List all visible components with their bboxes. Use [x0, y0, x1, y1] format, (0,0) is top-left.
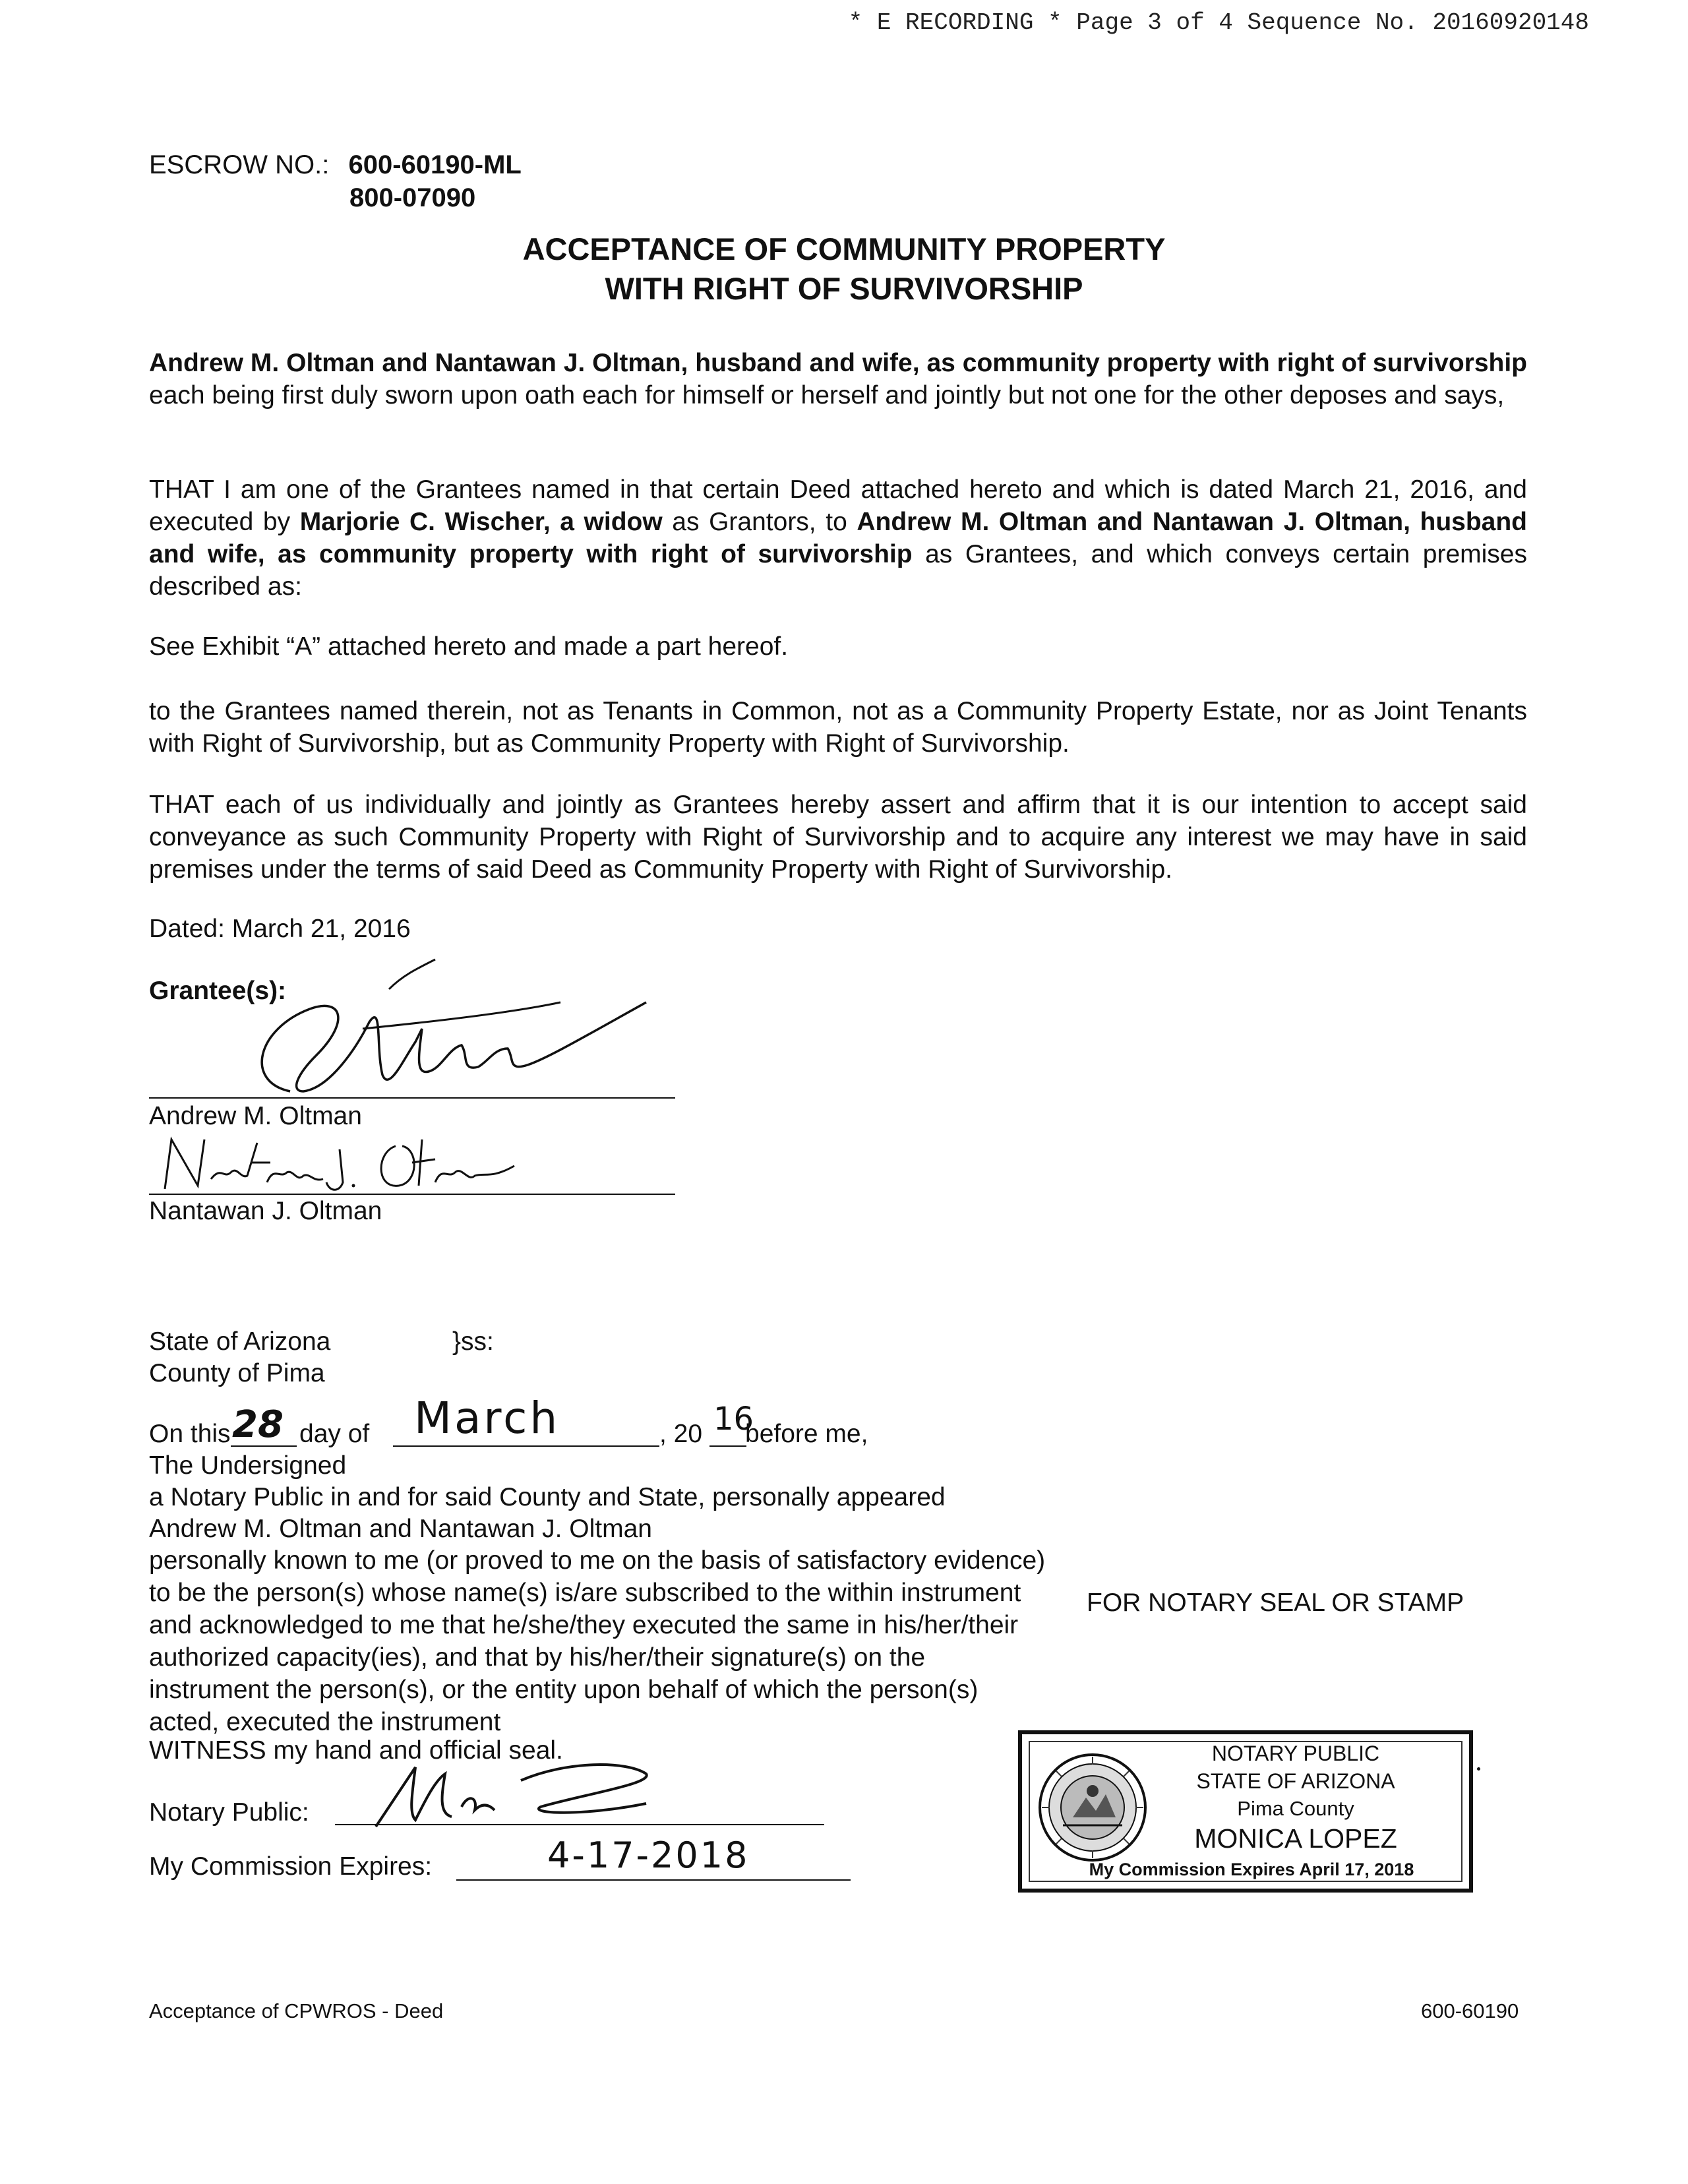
- notary-county: County of Pima: [149, 1359, 325, 1387]
- paragraph-deed: [149, 473, 1527, 603]
- deed-text-c: as Grantees, and which conveys certain premises described as:: [149, 540, 1527, 601]
- stamp-line-5: My Commission Expires April 17, 2018: [1089, 1860, 1414, 1879]
- notary-body-2: personally known to me (or proved to me on the basis of satisfactory evidence) to be the person(s) whose name(s) is/are subscribed to the within instrument and acknowledged to me that he/she/they executed the same in his/her/their authorized capacity(ies), and that by his/her/their signature(s) on the instrument the person(s), or the entity upon behalf of which the person(s) acted, executed the instrument: [149, 1546, 1046, 1736]
- paragraph-oath: [149, 347, 1527, 411]
- stamp-line-1: NOTARY PUBLIC: [1211, 1742, 1380, 1765]
- stamp-mark-dot: [1477, 1767, 1480, 1771]
- deed-text-b: as Grantors, to: [662, 508, 857, 536]
- stamp-line-3: Pima County: [1237, 1797, 1354, 1820]
- year-line: [709, 1445, 746, 1447]
- on-this-label: On this: [149, 1420, 231, 1448]
- notary-day-handwritten: 28: [232, 1403, 284, 1446]
- arizona-state-seal-icon: [1037, 1751, 1149, 1864]
- commission-expires-handwritten: 4-17-2018: [547, 1835, 750, 1876]
- deed-text-a: THAT I am one of the Grantees named in that certain Deed attached hereto and which is dated March 21, 2016, and executed by: [149, 475, 1527, 536]
- dated-line: Dated: March 21, 2016: [149, 915, 411, 943]
- document-title-line-2: WITH RIGHT OF SURVIVORSHIP: [605, 271, 1083, 306]
- grantor-name: Marjorie C. Wischer, a widow: [299, 508, 663, 536]
- footer-left: Acceptance of CPWROS - Deed: [149, 1999, 444, 2022]
- paragraph-tenancy: to the Grantees named therein, not as Tenants in Common, not as a Community Property Estate, nor as Joint Tenants with Right of Survivorship, but as Community Property with Right of Survivorship.: [149, 697, 1527, 758]
- notary-stamp-text: [1154, 1740, 1437, 1854]
- notary-seal-caption: FOR NOTARY SEAL OR STAMP: [1087, 1589, 1464, 1617]
- signature-notary: [369, 1754, 659, 1833]
- notary-stamp: [1018, 1730, 1473, 1893]
- notary-undersigned: The Undersigned: [149, 1451, 347, 1480]
- grantee-name-1: Andrew M. Oltman: [149, 1102, 362, 1130]
- recording-header: * E RECORDING * Page 3 of 4 Sequence No. 20160920148: [848, 9, 1589, 36]
- stamp-line-4: MONICA LOPEZ: [1194, 1823, 1397, 1854]
- document-title-line-1: ACCEPTANCE OF COMMUNITY PROPERTY: [522, 231, 1166, 266]
- notary-month-handwritten: March: [414, 1393, 560, 1443]
- signature-line-1: [149, 1097, 675, 1099]
- grantees-bold-intro: Andrew M. Oltman and Nantawan J. Oltman, husband and wife, as community property with right of survivorship: [149, 349, 1527, 377]
- year-prefix: , 20: [659, 1420, 703, 1448]
- notary-signature-line: [335, 1824, 824, 1825]
- escrow-label: ESCROW NO.:: [149, 150, 330, 179]
- notary-state: State of Arizona: [149, 1327, 331, 1356]
- month-line: [393, 1445, 659, 1447]
- stamp-line-2: STATE OF ARIZONA: [1196, 1769, 1395, 1793]
- paragraph-exhibit: See Exhibit “A” attached hereto and made a part hereof.: [149, 632, 789, 661]
- day-of-label: day of: [299, 1420, 370, 1448]
- signature-andrew-oltman: [218, 950, 679, 1101]
- notary-body-1: a Notary Public in and for said County and State, personally appeared: [149, 1483, 946, 1511]
- grantees-heading: Grantee(s):: [149, 977, 287, 1005]
- grantees-name: Andrew M. Oltman and Nantawan J. Oltman, husband and wife, as community property with right of survivorship: [149, 508, 1527, 568]
- escrow-number-1: 600-60190-ML: [348, 150, 522, 179]
- escrow-row-1: [149, 150, 522, 180]
- commission-expires-label: My Commission Expires:: [149, 1852, 433, 1881]
- notary-year-handwritten: 16: [713, 1401, 754, 1438]
- before-me-label: before me,: [745, 1420, 868, 1448]
- notary-appeared-names: Andrew M. Oltman and Nantawan J. Oltman: [149, 1515, 652, 1543]
- footer-right: 600-60190: [1421, 1999, 1519, 2022]
- paragraph-affirmation: THAT each of us individually and jointly as Grantees hereby assert and affirm that it is our intention to accept said conveyance as such Community Property with Right of Survivorship and to acquire any interest we may have in said premises under the terms of said Deed as Community Property with Right of Survivorship.: [149, 791, 1527, 884]
- commission-expires-line: [456, 1879, 851, 1881]
- signature-nantawan-oltman: [158, 1126, 528, 1199]
- day-line: [231, 1445, 297, 1447]
- notary-public-label: Notary Public:: [149, 1798, 309, 1827]
- oath-text: each being first duly sworn upon oath each for himself or herself and jointly but not one for the other deposes and says,: [149, 381, 1505, 410]
- notary-ss: }ss:: [452, 1327, 494, 1356]
- escrow-number-2: 800-07090: [349, 183, 476, 212]
- notary-witness: WITNESS my hand and official seal.: [149, 1736, 563, 1765]
- grantee-name-2: Nantawan J. Oltman: [149, 1197, 382, 1225]
